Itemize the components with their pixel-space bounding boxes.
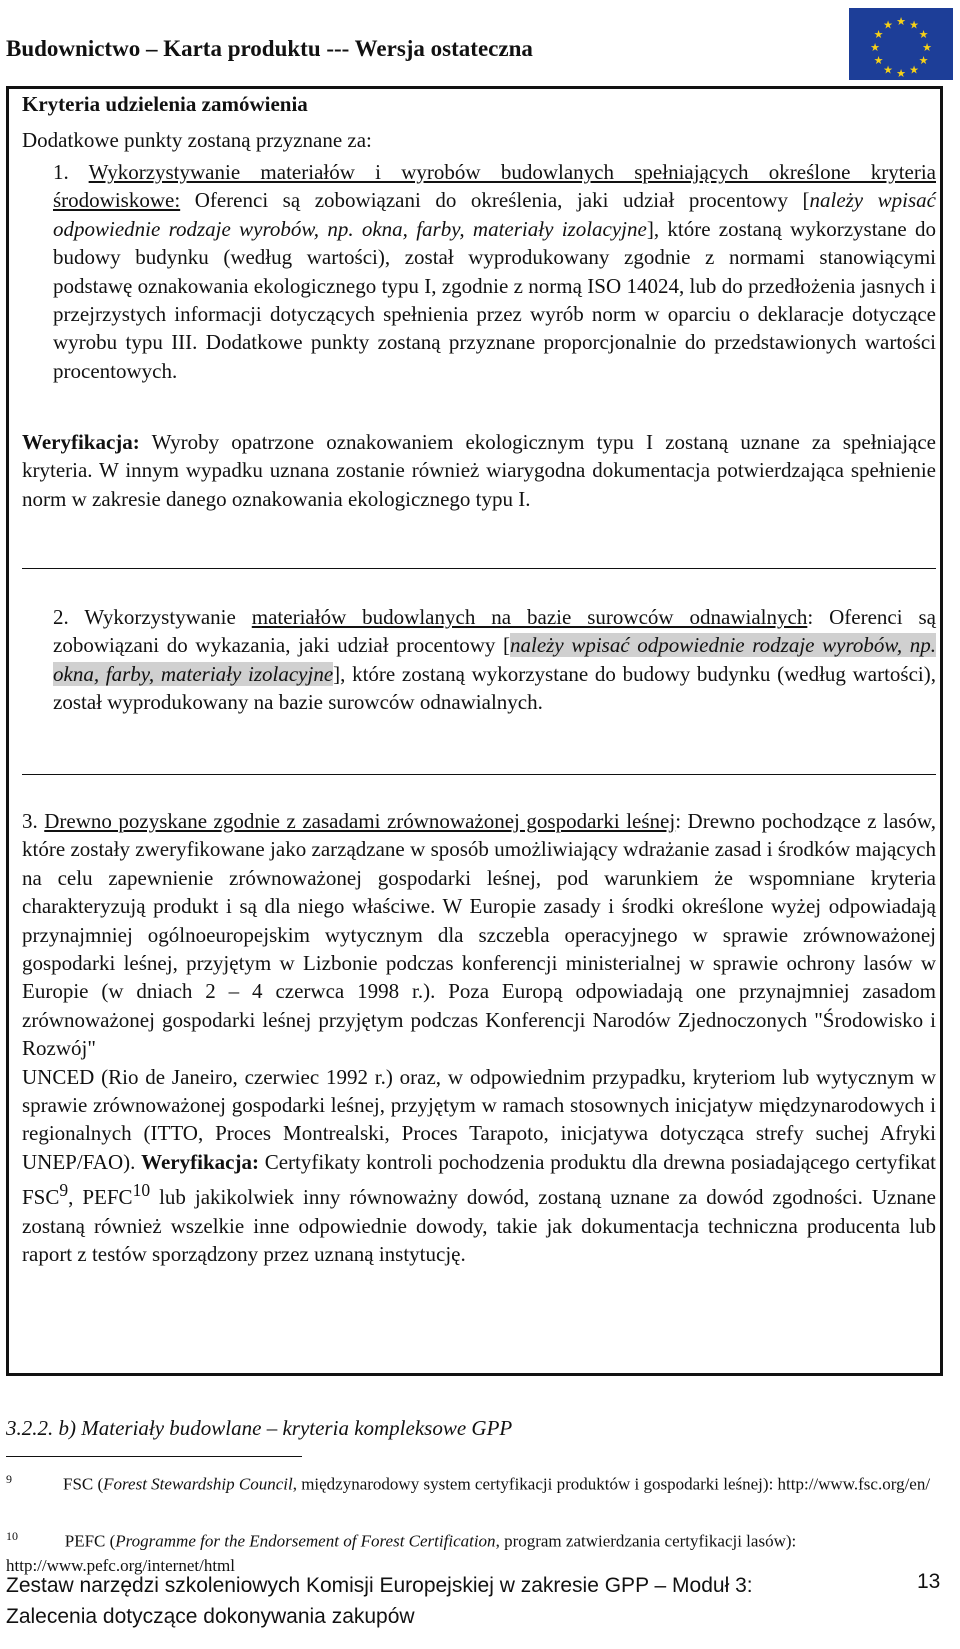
page-number: 13 [917, 1570, 941, 1593]
svg-text:★: ★ [883, 64, 893, 77]
criterion-3-verification-b: , PEFC [68, 1185, 133, 1210]
svg-text:★: ★ [883, 19, 893, 32]
footnote-divider [6, 1456, 302, 1457]
verification-label: Weryfikacja: [22, 430, 140, 454]
footnote-number: 10 [6, 1529, 18, 1543]
footnote-ref-9[interactable]: 9 [59, 1180, 69, 1201]
criterion-1-verification [22, 428, 936, 513]
footer-line-1: Zestaw narzędzi szkoleniowych Komisji Europejskiej w zakresie GPP – Moduł 3: [6, 1574, 753, 1597]
svg-text:★: ★ [918, 55, 929, 67]
criterion-2-text-a: : Oferenci są zobowiązani do wykazania, jaki udział procentowy [ [53, 605, 936, 658]
footnote-text: , program zatwierdzania certyfikacji lasów): http://www.pefc.org/internet/html [6, 1531, 797, 1575]
criterion-3-text-b: UNCED (Rio de Janeiro, czerwiec 1992 r.) oraz, w odpowiednim przypadku, kryteriom lub wytycznym w sprawie zrównoważonej gospodarki leśnej, przyjętym w ramach stosownych inicjatyw międzynarodowych i regionalnych (ITTO, Proces Montrealski, Proces Tarapoto, inicjatywa dotycząca strefy suchej Afryki UNEP/FAO). [22, 1064, 936, 1174]
criterion-1-title: Wykorzystywanie materiałów i wyrobów budowlanych spełniających określone kryteria środowiskowe: [53, 160, 936, 213]
award-criteria-intro: Dodatkowe punkty zostaną przyznane za: [22, 128, 372, 152]
criterion-2 [53, 603, 936, 717]
footnote-text: PEFC ( [64, 1531, 116, 1551]
svg-text:★: ★ [918, 29, 929, 41]
svg-text:★: ★ [922, 42, 932, 54]
criterion-1-text-a: Oferenci są zobowiązani do określenia, jaki udział procentowy [ [180, 188, 810, 213]
section-reference: 3.2.2. b) Materiały budowlane – kryteria kompleksowe GPP [6, 1416, 513, 1440]
svg-text:★: ★ [909, 64, 919, 77]
footnote-text: FSC ( [63, 1474, 104, 1494]
footnote-9 [6, 1467, 936, 1497]
criterion-2-text-b: ], które zostaną wykorzystane do budowy budynku (według wartości), został wyprodukowany na bazie surowców odnawialnych. [53, 661, 936, 715]
criterion-2-number: 2. [53, 605, 85, 629]
footnote-italic: Forest Stewardship Council [103, 1474, 293, 1494]
footnote-number: 9 [6, 1472, 12, 1486]
footer-line-2: Zalecenia dotyczące dokonywania zakupów [6, 1605, 415, 1628]
award-criteria-heading: Kryteria udzielenia zamówienia [22, 92, 308, 116]
criterion-3-text-a: : Drewno pochodzące z lasów, które zostały zweryfikowane jako zarządzane w sposób umożliwiający wdrażanie zasad i środków mających na celu zapewnienie zrównoważonej gospodarki leśnej, pod warunkiem że wspomniane kryteria charakteryzują produkt i są dla niego właściwe. W Europie zasady i środki określone wyżej odpowiadają przynajmniej ogólnoeuropejskim wytycznym dla szczebla operacyjnego w sprawie zrównoważonej gospodarki leśnej, przyjętym w Lizbonie podczas konferencji ministerialnej w sprawie ochrony lasów w Europie (w dniach 2 – 4 czerwca 1998 r.). Poza Europą odpowiadają one przynajmniej zasadom zrównoważonej gospodarki leśnej przyjętym podczas Konferencji Narodów Zjednoczonych "Środowisko i Rozwój" [22, 809, 936, 1061]
criterion-2-title: materiałów budowlanych na bazie surowców odnawialnych [251, 605, 808, 629]
criterion-2-placeholder: należy wpisać odpowiednie rodzaje wyrobów, np. okna, farby, materiały izolacyjne [53, 633, 936, 686]
criterion-3-verification-a: Certyfikaty kontroli pochodzenia produktu dla drewna posiadającego certyfikat FSC [22, 1149, 936, 1210]
svg-text:★: ★ [873, 55, 884, 67]
criterion-1-placeholder: należy wpisać odpowiednie rodzaje wyrobów, np. okna, farby, materiały izolacyjne [53, 188, 936, 241]
criterion-1-text-b: ], które zostaną wykorzystane do budowy budynku (według wartości), został wyprodukowany zgodnie z normami stanowiącymi podstawę oznakowania ekologicznego typu I, zgodnie z normą ISO 14024, lub do przedłożenia jasnych i przejrzystych informacji dotyczących spełnienia przez wyrób norm w oparciu o deklaracje dotyczące wyrobu typu III. Dodatkowe punkty zostaną przyznane proporcjonalnie do przedstawionych wartości procentowych. [53, 216, 936, 383]
document-header-title: Budownictwo – Karta produktu --- Wersja ostateczna [6, 36, 533, 61]
verification-label: Weryfikacja: [141, 1149, 259, 1174]
svg-text:★: ★ [896, 16, 906, 28]
footnote-text: , międzynarodowy system certyfikacji produktów i gospodarki leśnej): http://www.fsc.org/en/ [292, 1474, 931, 1494]
eu-stars-icon [849, 8, 953, 80]
svg-text:★: ★ [896, 68, 906, 80]
criterion-3-number: 3. [22, 809, 45, 833]
criterion-1 [53, 158, 936, 385]
criterion-3 [22, 807, 936, 1269]
footnote-ref-10[interactable]: 10 [132, 1180, 151, 1201]
page-footer [6, 1570, 806, 1632]
divider [22, 774, 936, 775]
svg-text:★: ★ [909, 19, 919, 32]
criterion-1-number: 1. [53, 160, 89, 184]
svg-text:★: ★ [873, 29, 884, 41]
verification-text: Wyroby opatrzone oznakowaniem ekologicznym typu I zostaną uznane za spełniające kryteria. W innym wypadku uznana zostanie również wiarygodna dokumentacja potwierdzająca spełnienie norm w zakresie danego oznakowania ekologicznego typu I. [22, 430, 936, 511]
criterion-3-title: Drewno pozyskane zgodnie z zasadami zrównoważonej gospodarki leśnej [44, 809, 676, 833]
criterion-2-lead: Wykorzystywanie [84, 605, 252, 629]
footnote-italic: Programme for the Endorsement of Forest Certification [115, 1531, 496, 1551]
eu-flag-logo [849, 8, 953, 80]
svg-text:★: ★ [870, 42, 880, 54]
divider [22, 568, 936, 569]
criterion-3-verification-c: lub jakikolwiek inny równoważny dowód, zostaną uznane za dowód zgodności. Uznane zostaną również wszelkie inne odpowiednie dowody, takie jak dokumentacja techniczna producenta lub raport z testów sporządzony przez uznaną instytucję. [22, 1185, 936, 1267]
